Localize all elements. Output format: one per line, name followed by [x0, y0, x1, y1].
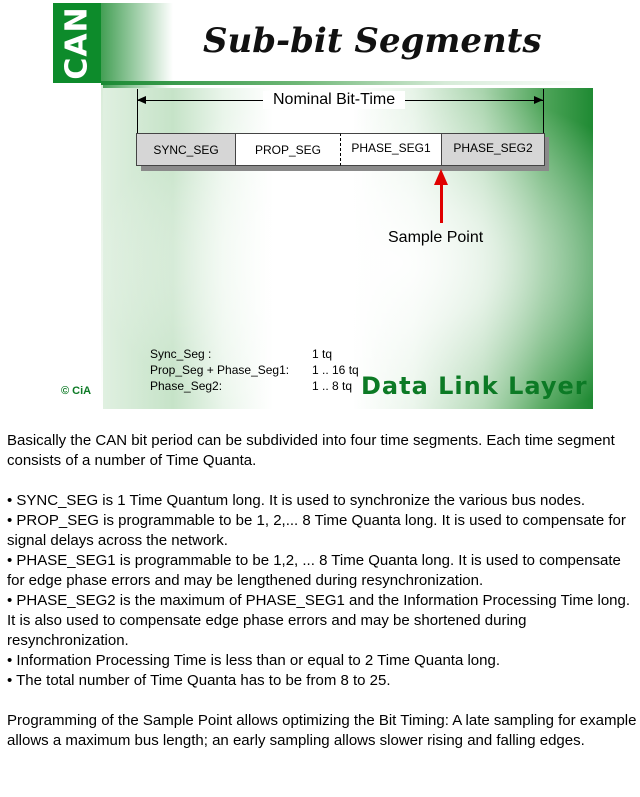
bullet-item: • PHASE_SEG1 is programmable to be 1,2, ... 8 Time Quanta long. It is used to compensate for edge phase errors and may be lengthened during resynchronization.: [7, 552, 621, 589]
tq-label: Sync_Seg :: [150, 347, 212, 361]
copyright-cia: © CiA: [61, 385, 92, 397]
bullet-item: • PROP_SEG is programmable to be 1, 2,... 8 Time Quanta long. It is used to compensate for signal delays across the network.: [7, 512, 626, 549]
sample-point-arrow-shaft: [440, 183, 443, 223]
tq-label: Prop_Seg + Phase_Seg1:: [150, 363, 290, 377]
slide-figure: [53, 3, 593, 409]
data-link-layer-label: Data Link Layer: [361, 372, 588, 400]
tq-row: [150, 378, 353, 394]
outro-paragraph: Programming of the Sample Point allows optimizing the Bit Timing: A late sampling for example allows a maximum bus length; an early sampling allows slower rising and falling edges.: [7, 712, 637, 749]
paragraph-gap: [7, 471, 637, 491]
vertical-divider: [101, 83, 103, 409]
can-logo-tab: [53, 3, 101, 83]
segment-phase-seg2: PHASE_SEG2: [441, 133, 545, 166]
can-logo-text: CAN: [59, 6, 95, 80]
intro-paragraph: Basically the CAN bit period can be subdivided into four time segments. Each time segment consists of a number of Time Quanta.: [7, 432, 615, 469]
tq-value: 1 .. 8 tq: [312, 379, 353, 393]
bullet-item: • The total number of Time Quanta has to be from 8 to 25.: [7, 672, 391, 689]
tq-label: Phase_Seg2:: [150, 379, 223, 393]
segment-prop-seg: PROP_SEG: [235, 133, 341, 166]
left-panel: [53, 83, 101, 409]
description-text: [7, 431, 637, 751]
nominal-bit-time-right-tick: [543, 89, 544, 133]
bullet-item: • Information Processing Time is less than or equal to 2 Time Quanta long.: [7, 652, 501, 669]
slide-title: Sub-bit Segments: [203, 21, 542, 61]
title-underline: [101, 81, 593, 85]
tq-value: 1 .. 16 tq: [312, 363, 359, 377]
tq-value: 1 tq: [312, 347, 333, 361]
tq-row: [150, 362, 359, 378]
paragraph-gap: [7, 691, 637, 711]
bullet-item: • PHASE_SEG2 is the maximum of PHASE_SEG1 and the Information Processing Time long. It is also used to compensate edge phase errors and may be shortened during resynchronization.: [7, 592, 631, 649]
sample-point-label: Sample Point: [388, 229, 484, 246]
nominal-bit-time-label: Nominal Bit-Time: [263, 91, 405, 109]
bullet-item: • SYNC_SEG is 1 Time Quantum long. It is used to synchronize the various bus nodes.: [7, 492, 586, 509]
time-quanta-table: [150, 346, 359, 394]
segment-sync-seg: SYNC_SEG: [136, 133, 236, 166]
segment-phase-seg1: PHASE_SEG1: [340, 133, 442, 166]
tq-row: [150, 346, 333, 362]
arrow-right-icon: [534, 96, 543, 104]
arrow-left-icon: [137, 96, 146, 104]
